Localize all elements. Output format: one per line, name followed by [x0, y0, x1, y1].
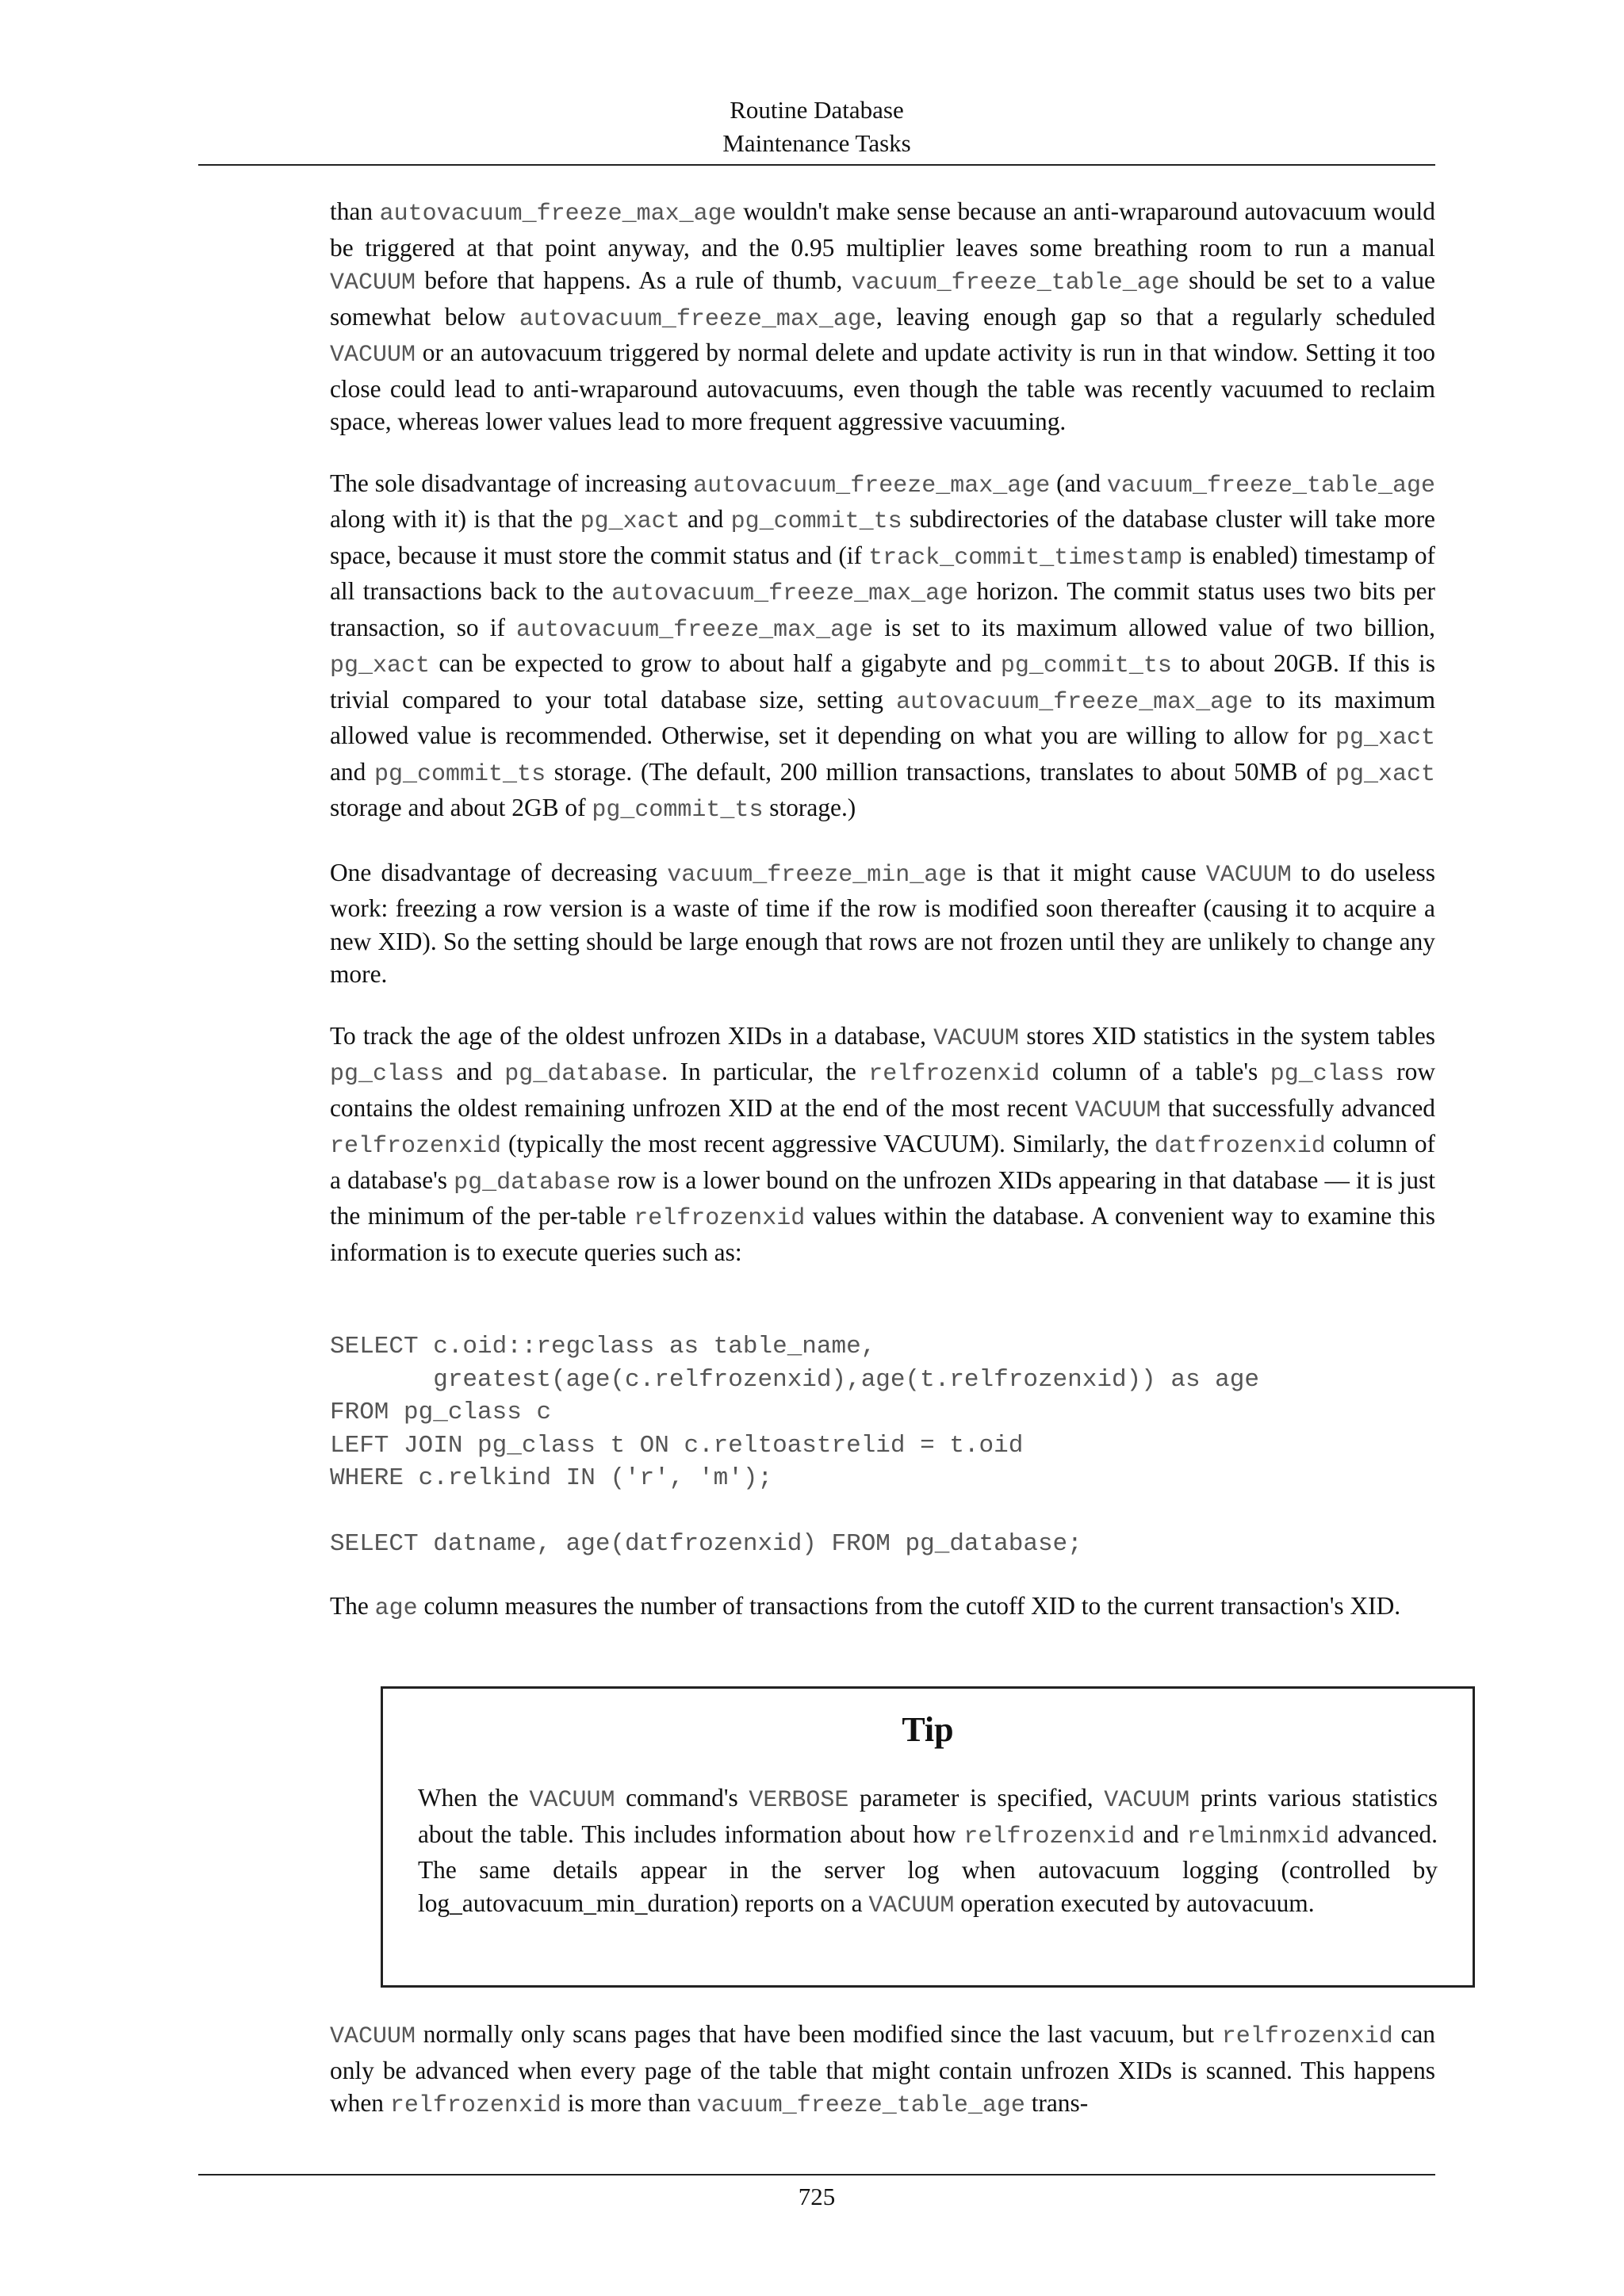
continuation-content [330, 2018, 1435, 2123]
text: to do useless work: freezing a row version is a waste of time if the row is modified soon thereafter (causing it to acquire a new XID). So the setting should be large enough that rows are not frozen until they are unlikely to change any more. [330, 858, 1435, 988]
text: subdirectories of the database cluster will take more space, because it must store the commit status and (if [330, 505, 1435, 569]
code-term: relfrozenxid [389, 2092, 561, 2119]
text: The [330, 1591, 375, 1620]
code-term: autovacuum_freeze_max_age [896, 688, 1254, 716]
tip-text [418, 1781, 1438, 1923]
code-term: relminmxid [1186, 1823, 1330, 1850]
text: To track the age of the oldest unfrozen XIDs in a database, [330, 1021, 934, 1050]
code-term: age [374, 1594, 418, 1622]
text: advanced. The same details appear in the server log when autovacuum logging (controlled by log_autovacuum_min_duration) reports on a [418, 1820, 1438, 1917]
text: and [444, 1058, 505, 1085]
tip-title: Tip [902, 1710, 954, 1749]
text: along with it) is that the [330, 505, 580, 533]
code-term: vacuum_freeze_table_age [1106, 472, 1435, 499]
code-term: pg_class [330, 1061, 445, 1088]
code-term: VACUUM [330, 2023, 416, 2050]
tip-box [381, 1686, 1475, 1988]
text: , leaving enough gap so that a regularly scheduled [875, 302, 1435, 331]
running-header [198, 94, 1435, 160]
code-term: relfrozenxid [868, 1061, 1040, 1088]
code-term: pg_xact [1335, 725, 1435, 752]
header-line-2: Maintenance Tasks [722, 129, 911, 157]
code-term: VACUUM [868, 1892, 955, 1919]
main-content [330, 195, 1435, 1654]
header-line-1: Routine Database [730, 96, 904, 124]
code-term: autovacuum_freeze_max_age [379, 201, 737, 228]
text: and [680, 505, 731, 533]
text: is that it might cause [967, 858, 1206, 886]
text: should be set to a value somewhat below [330, 266, 1435, 331]
text: prints various statistics about the table. This includes information about how [418, 1784, 1438, 1848]
code-term: pg_database [504, 1061, 662, 1088]
text: is set to its maximum allowed value of two billion, [873, 613, 1435, 641]
text: can only be advanced when every page of the table that might contain unfrozen XIDs is scanned. This happens when [330, 2020, 1435, 2117]
text: (and [1050, 469, 1107, 497]
code-term: pg_commit_ts [1000, 652, 1172, 679]
header-rule [198, 164, 1435, 166]
code-term: relfrozenxid [634, 1205, 806, 1232]
text: row is a lower bound on the unfrozen XIDs appearing in that database — it is just the minimum of the per-table [330, 1165, 1435, 1230]
code-term: VACUUM [1104, 1787, 1190, 1814]
code-term: VACUUM [933, 1024, 1020, 1052]
paragraph-freeze-max-age [330, 467, 1435, 828]
text: storage. (The default, 200 million transactions, translates to about 50MB of [546, 757, 1335, 786]
code-term: vacuum_freeze_min_age [667, 861, 967, 889]
text: command's [615, 1784, 749, 1812]
code-term: track_commit_timestamp [868, 544, 1183, 572]
code-term: datfrozenxid [1154, 1133, 1326, 1160]
text: When the [418, 1784, 530, 1812]
text: stores XID statistics in the system tables [1019, 1021, 1435, 1050]
text: can be expected to grow to about half a gigabyte and [430, 649, 1001, 677]
text: trans- [1025, 2089, 1089, 2117]
text: than [330, 197, 380, 225]
code-term: vacuum_freeze_table_age [851, 270, 1180, 297]
text: and [1135, 1820, 1187, 1848]
code-term: pg_commit_ts [730, 508, 902, 535]
text: is more than [561, 2089, 697, 2117]
code-term: relfrozenxid [963, 1823, 1136, 1850]
code-term: relfrozenxid [1221, 2023, 1393, 2050]
text: wouldn't make sense because an anti-wraparound autovacuum would be triggered at that point anyway, and the 0.95 multiplier leaves some breathing room to run a manual [330, 197, 1435, 262]
code-term: VACUUM [1074, 1096, 1161, 1124]
text: and [330, 757, 375, 786]
text: column of a database's [330, 1130, 1435, 1194]
text: to its maximum allowed value is recommended. Otherwise, set it depending on what you are willing to allow for [330, 685, 1435, 749]
code-term: pg_class [1270, 1061, 1385, 1088]
text: row contains the oldest remaining unfrozen XID at the end of the most recent [330, 1058, 1435, 1122]
code-term: pg_database [454, 1169, 611, 1196]
paragraph-freeze-table-age [330, 195, 1435, 438]
text: column of a table's [1040, 1058, 1270, 1085]
code-term: autovacuum_freeze_max_age [611, 580, 969, 607]
paragraph-xid-statistics [330, 1020, 1435, 1269]
text: or an autovacuum triggered by normal delete and update activity is run in that window. Setting it too close could lead to anti-wraparound autovacuums, even though the table was recently vacuumed to reclaim space, whereas lower values lead to more frequent aggressive vacuuming. [330, 339, 1435, 435]
text: . In particular, the [661, 1058, 869, 1085]
text: The sole disadvantage of increasing [330, 469, 694, 497]
paragraph-vacuum-scans [330, 2018, 1435, 2123]
code-term: pg_commit_ts [374, 760, 546, 788]
text: storage.) [763, 794, 856, 821]
text: column measures the number of transactions from the cutoff XID to the current transaction's XID. [417, 1591, 1401, 1620]
page-number: 725 [798, 2183, 836, 2210]
code-term: pg_xact [330, 652, 431, 679]
code-term: VACUUM [330, 342, 416, 369]
code-term: autovacuum_freeze_max_age [519, 305, 876, 333]
code-term: VACUUM [330, 270, 416, 297]
text: operation executed by autovacuum. [954, 1888, 1315, 1917]
text: storage and about 2GB of [330, 794, 592, 821]
text: normally only scans pages that have been modified since the last vacuum, but [416, 2020, 1222, 2048]
text: values within the database. A convenient way to examine this information is to execute queries such as: [330, 1202, 1436, 1266]
code-term: relfrozenxid [330, 1133, 502, 1160]
text: is enabled) timestamp of all transactions back to the [330, 541, 1435, 605]
code-term: autovacuum_freeze_max_age [693, 472, 1051, 499]
text: parameter is specified, [848, 1784, 1105, 1812]
code-term: pg_xact [580, 508, 680, 535]
text: before that happens. As a rule of thumb, [416, 266, 852, 294]
text: that successfully advanced [1160, 1093, 1435, 1122]
text: horizon. The commit status uses two bits per transaction, so if [330, 577, 1435, 641]
code-term: pg_commit_ts [592, 797, 764, 824]
sql-code-block: SELECT c.oid::regclass as table_name, greatest(age(c.relfrozenxid),age(t.relfrozenxid)) as age FROM pg_class c LEFT JOIN pg_class t ON c.reltoastrelid = t.oid WHERE c.relkind IN ('r', 'm'); SELECT datname, age(datfrozenxid) FROM pg_database; [330, 1333, 1259, 1558]
code-term: VACUUM [529, 1787, 615, 1814]
code-term: autovacuum_freeze_max_age [516, 616, 874, 644]
text: One disadvantage of decreasing [330, 858, 668, 886]
paragraph-age-column [330, 1590, 1435, 1626]
code-term: vacuum_freeze_table_age [696, 2092, 1025, 2119]
text: to about 20GB. If this is trivial compared to your total database size, setting [330, 649, 1435, 714]
text: (typically the most recent aggressive VACUUM). Similarly, the [501, 1130, 1155, 1158]
paragraph-freeze-min-age [330, 856, 1435, 991]
code-term: VACUUM [1205, 861, 1292, 889]
footer-rule [198, 2174, 1435, 2175]
code-term: VERBOSE [749, 1787, 849, 1814]
code-term: pg_xact [1335, 760, 1435, 788]
